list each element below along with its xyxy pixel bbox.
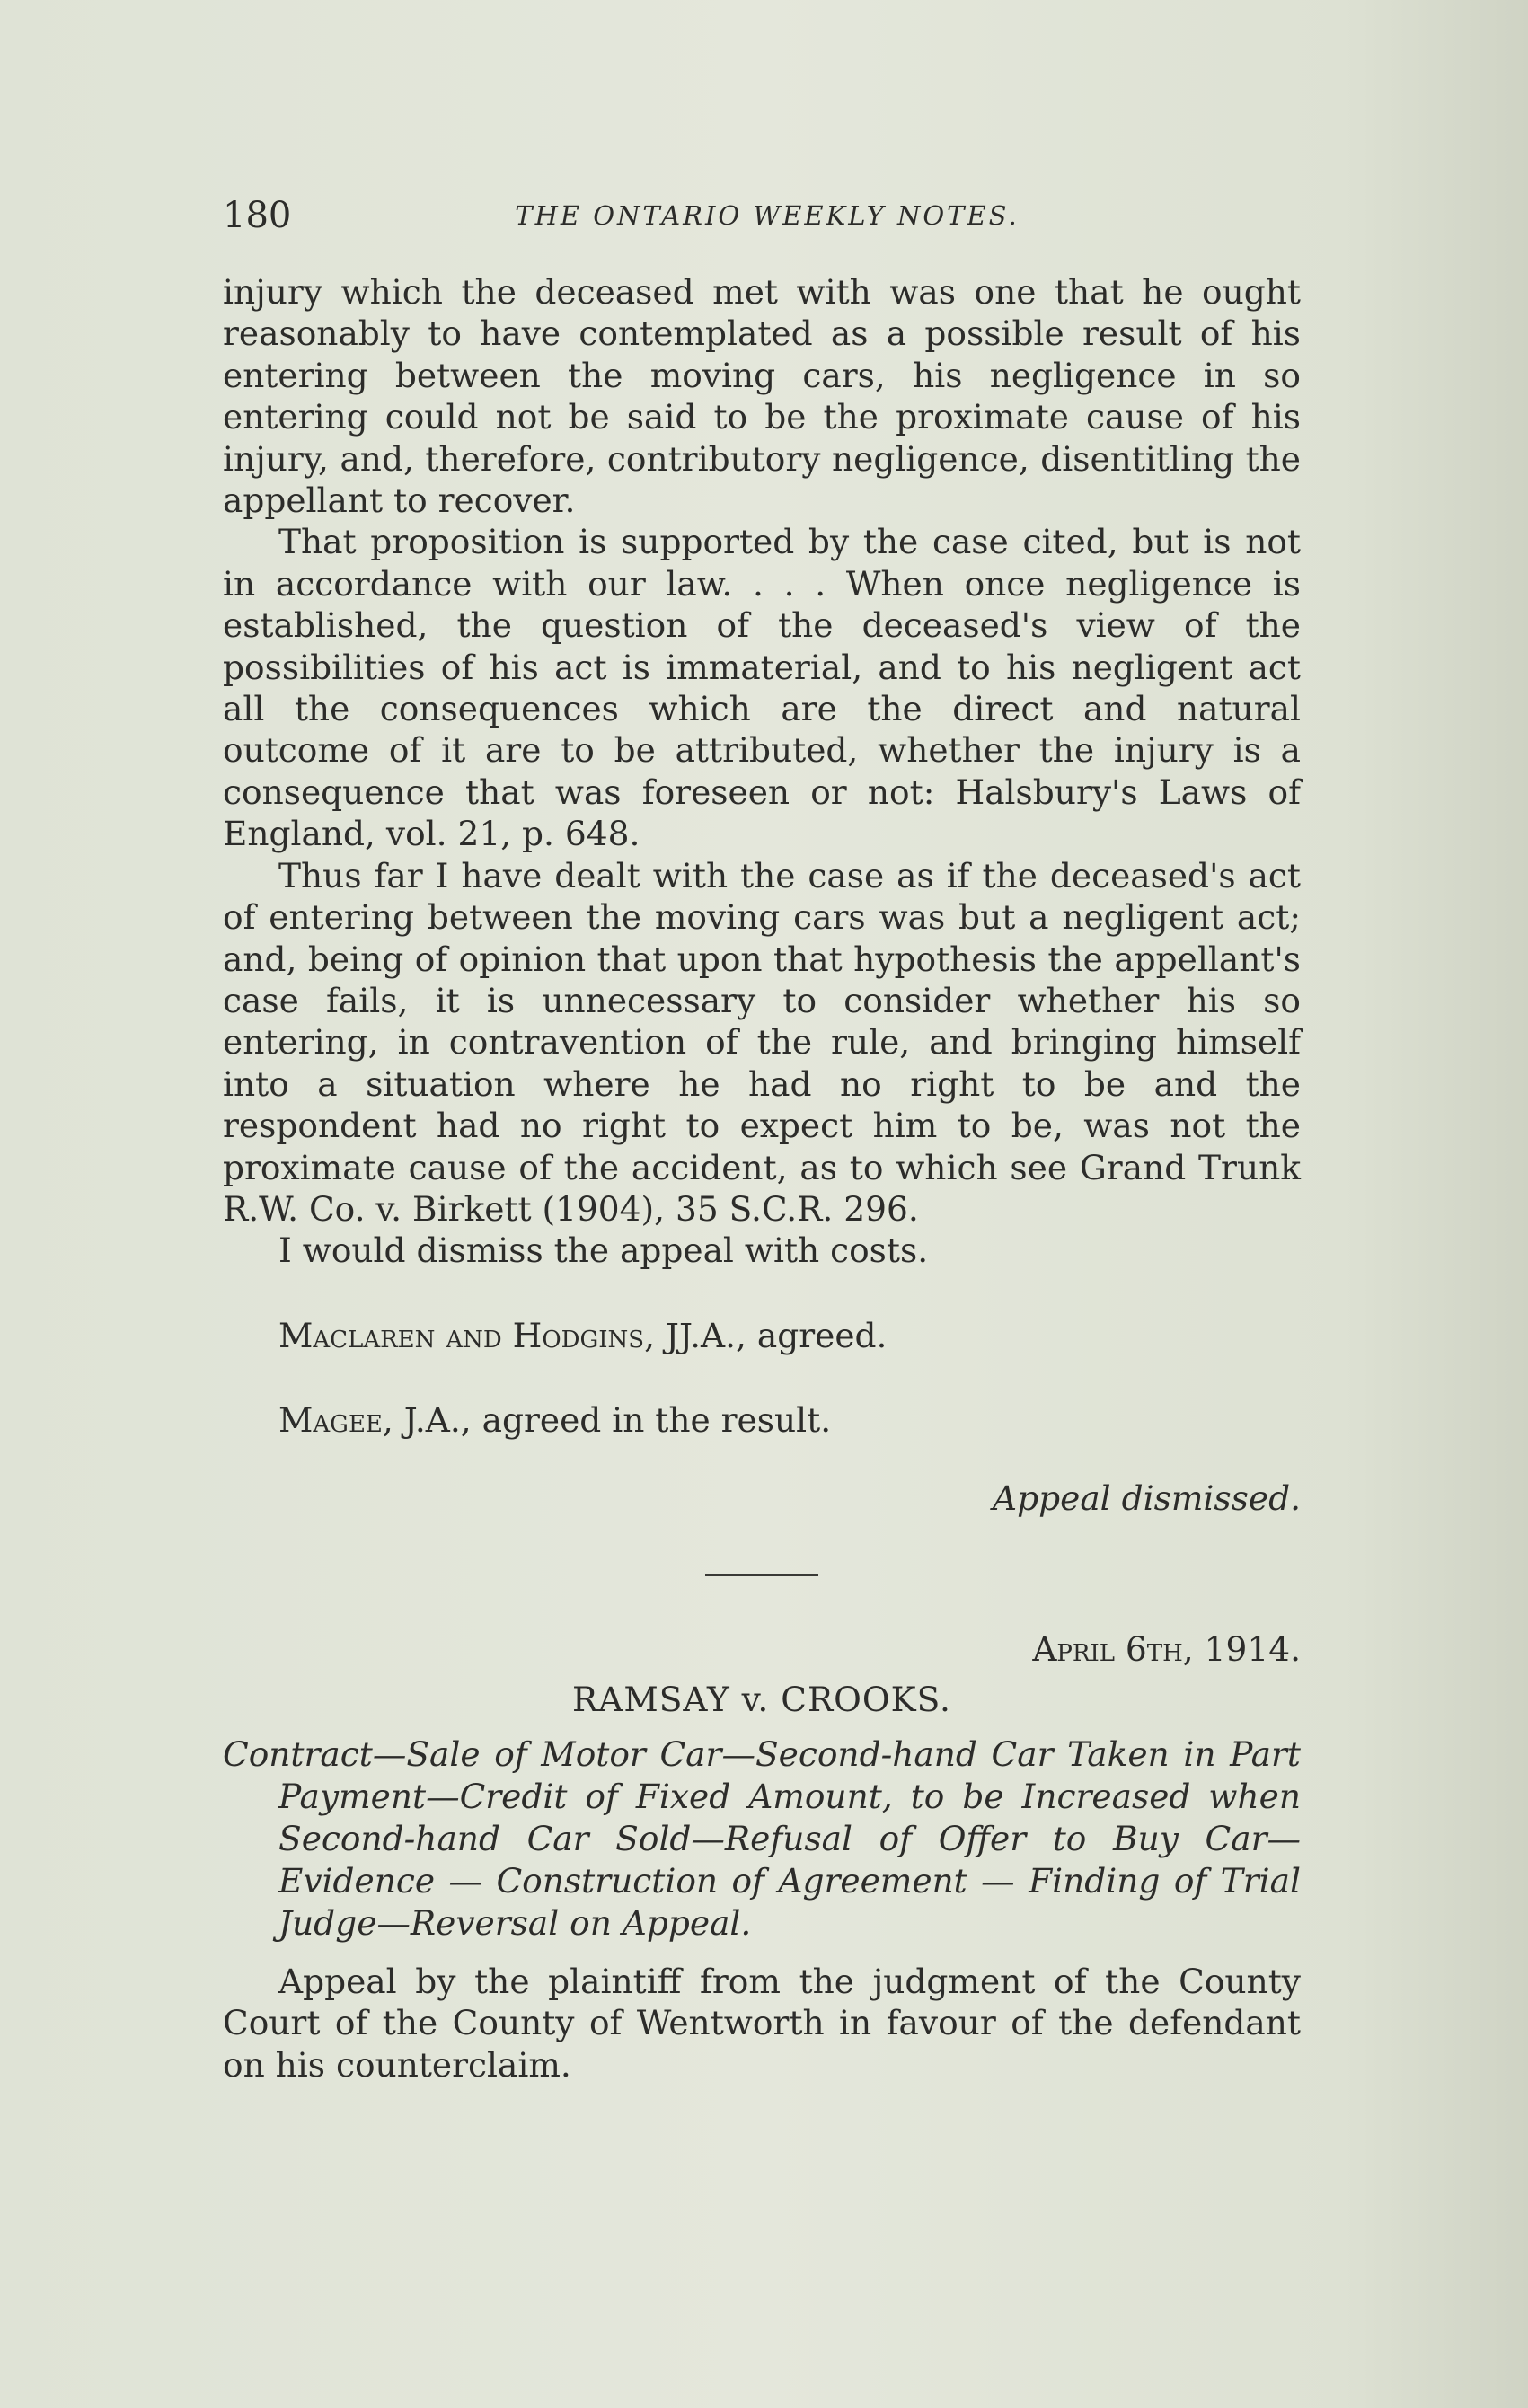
concurrence-text: , J.A., agreed in the result. <box>382 1400 832 1441</box>
page-header <box>223 190 1312 244</box>
paragraph-disposition: I would dismiss the appeal with costs. <box>278 1230 929 1271</box>
case-date <box>223 1628 1301 1670</box>
paragraph-proposition: That proposition is supported by the case cited, but is not in accordance with our law. . . . When once negligence is established, the question of the deceased's view of the possibilities of his act is immaterial, and to his negligent act all the consequences which are the direct and natural outcome of it are to be attributed, whether the injury is a consequence that was foreseen or not: Halsbury's Laws of England, vol. 21, p. 648. <box>223 522 1301 854</box>
paragraph-continuation: injury which the deceased met with was one that he ought reasonably to have contemplated as a possible result of his entering between the moving cars, his negligence in so entering could not be said to be the proximate cause of his injury, and, therefore, contributory negligence, disentitling the appellant to recover. <box>223 272 1301 521</box>
concurrence-maclaren-hodgins <box>223 1315 1301 1356</box>
paragraph-analysis: Thus far I have dealt with the case as if the deceased's act of entering between the moving cars was but a negligent act; and, being of opinion that upon that hypothesis the appellant's case fails, it is unnecessary to consider whether his so entering, in contravention of the rule, and bringing himself into a situation where he had no right to be and the respondent had no right to expect him to be, was not the proximate cause of the accident, as to which see Grand Trunk R.W. Co. v. Birkett (1904), 35 S.C.R. 296. <box>223 855 1301 1229</box>
page-number: 180 <box>223 195 292 236</box>
case-statement: Appeal by the plaintiff from the judgment of the County Court of the County of Wentworth in favour of the defendant on his counterclaim. <box>223 1961 1301 2085</box>
case-headnote: Contract—Sale of Motor Car—Second-hand Car Taken in Part Payment—Credit of Fixed Amount, to be Increased when Second-hand Car Sold—Refusal of Offer to Buy Car—Evidence — Construction of Agreement — Finding of Trial Judge—Reversal on Appeal. <box>223 1733 1301 1943</box>
case-result: Appeal dismissed. <box>993 1477 1301 1518</box>
judge-names: Maclaren and Hodgins <box>278 1315 645 1355</box>
concurrence-text: , JJ.A., agreed. <box>644 1315 888 1355</box>
date-year: , 1914. <box>1182 1628 1301 1669</box>
page-body <box>223 271 1301 2086</box>
date-month: April 6th <box>1032 1628 1183 1669</box>
concurrence-magee <box>223 1399 1301 1441</box>
section-divider <box>705 1574 818 1576</box>
case-title: RAMSAY v. CROOKS. <box>572 1680 951 1720</box>
judge-names: Magee <box>278 1400 383 1441</box>
running-head: THE ONTARIO WEEKLY NOTES. <box>515 200 1020 231</box>
